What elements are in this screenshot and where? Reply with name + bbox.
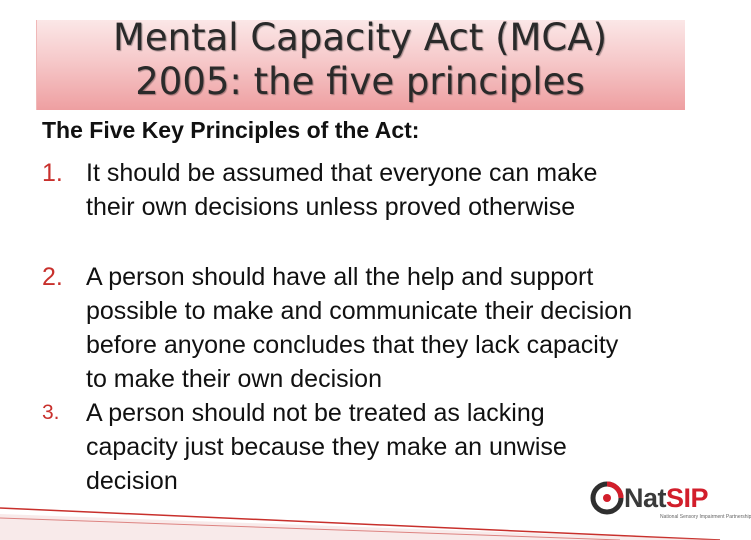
title-line-2: 2005: the five principles: [135, 60, 585, 103]
principle-line: It should be assumed that everyone can make: [86, 159, 598, 187]
principles-list: [42, 156, 712, 498]
principle-number: 3.: [42, 401, 60, 424]
slide-title: [36, 16, 684, 104]
principle-line: possible to make and communicate their decision: [86, 297, 633, 325]
natsip-logo: [590, 480, 751, 520]
logo-tagline: National Sensory Impairment Partnership: [660, 514, 751, 520]
principle-line: their own decisions unless proved otherwise: [86, 193, 576, 221]
principle-item: [42, 260, 712, 396]
principle-line: A person should have all the help and support: [86, 263, 594, 291]
principle-item: [42, 156, 712, 224]
logo-name-part1: Nat: [624, 483, 667, 513]
logo-name-part2: SIP: [666, 483, 709, 513]
title-line-1: Mental Capacity Act (MCA): [112, 16, 608, 59]
subheading: The Five Key Principles of the Act:: [42, 117, 420, 143]
principle-line: to make their own decision: [86, 365, 382, 393]
principle-line: decision: [86, 467, 178, 495]
principle-line: before anyone concludes that they lack capacity: [86, 331, 619, 359]
principle-number: 1.: [42, 159, 63, 187]
principle-line: capacity just because they make an unwise: [86, 433, 567, 461]
principle-number: 2.: [42, 263, 63, 291]
principle-line: A person should not be treated as lacking: [86, 399, 545, 427]
ring-logo-icon: [590, 481, 624, 515]
